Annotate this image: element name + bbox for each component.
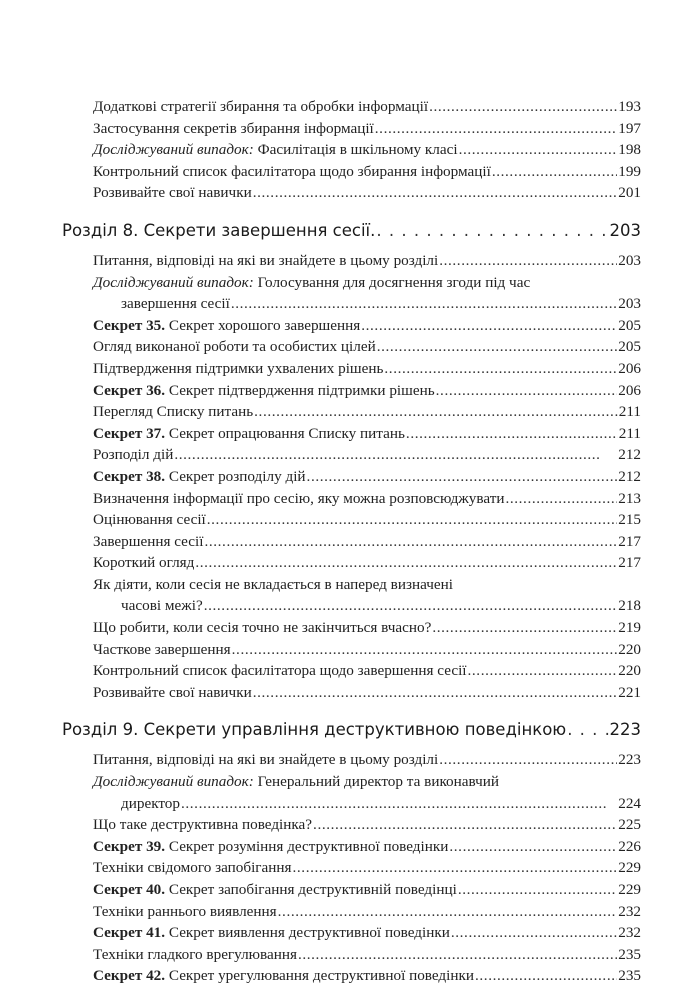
dot-leader [232,639,618,661]
entry-line [93,682,641,704]
toc-entry [93,574,641,617]
toc-entry [93,250,641,272]
dot-leader [293,857,618,879]
page-number: 212 [618,467,641,485]
dot-leader [451,922,617,944]
chapter-heading [62,220,641,242]
entry-line [93,944,641,966]
entry-text [93,250,438,272]
entry-title: Секрет розуміння деструктивної поведінки [165,837,449,855]
entry-text [93,771,499,793]
page-number: 213 [618,489,641,507]
page-number: 211 [618,403,641,421]
entry-text [93,466,306,488]
entry-line [93,444,641,466]
entry-title: Що робити, коли сесія точно не закінчиться вчасно? [93,619,432,637]
dot-leader [174,444,617,466]
dot-leader [375,118,617,140]
dot-leader [492,161,617,183]
toc-entry [93,922,641,944]
entry-title-continuation: директор [121,794,180,812]
page-number: 203 [618,295,641,313]
dot-leader [459,139,618,161]
dot-leader [436,380,618,402]
entry-text [93,272,530,294]
entry-line [93,401,641,423]
entry-title: Визначення інформації про сесію, яку можна розповсюджувати [93,489,505,507]
toc-entry [93,552,641,574]
page-number: 232 [618,924,641,942]
toc-entry [93,272,641,315]
entry-title: Огляд виконаної роботи та особистих цілей [93,338,376,356]
entry-title: Додаткові стратегії збирання та обробки інформації [93,98,429,115]
entry-line [93,771,641,793]
entry-title: Секрет опрацювання Списку питань [165,424,405,442]
page-number: 215 [618,511,641,529]
toc-entry [93,466,641,488]
entry-text [93,531,203,553]
entry-line [93,423,641,445]
dot-leader [505,488,617,510]
entry-title-continuation: часові межі? [121,597,203,615]
entry-line [93,118,641,140]
dot-leader [195,552,617,574]
entry-title: Фасилітація в шкільному класі [253,141,458,159]
entry-text [93,660,467,682]
dot-leader [207,509,617,531]
toc-entry [93,771,641,814]
secret-label: Секрет 39. [93,837,166,855]
entry-title: Що таке деструктивна поведінка? [93,816,313,834]
toc-entry [93,380,641,402]
entry-text [93,139,458,161]
dot-leader [468,660,618,682]
toc-entry [93,444,641,466]
page-number: 229 [618,881,641,898]
entry-continuation-line [93,293,641,315]
toc-entry [93,749,641,771]
entry-line [93,336,641,358]
entry-line [93,531,641,553]
entry-text [93,639,231,661]
page-number: 205 [618,316,641,334]
entry-line [93,617,641,639]
chapter-line [62,719,641,741]
chapter-line [62,220,641,242]
entry-title: Техніки раннього виявлення [93,902,277,920]
entry-title: Оцінювання сесії [93,511,206,529]
entry-text [93,423,405,445]
entry-title: Техніки гладкого врегулювання [93,945,297,963]
entry-text [93,444,173,466]
page-number: 197 [618,119,641,137]
toc-entry [93,682,641,704]
entry-text [93,574,453,596]
toc-entry [93,336,641,358]
case-study-label: Досліджуваний випадок: [93,773,254,791]
page-number: 211 [618,424,641,442]
page-number: 218 [618,597,641,615]
entry-text [93,901,277,923]
entry-line [93,250,641,272]
dot-leader [254,401,618,423]
entry-text [93,315,360,337]
entry-line [93,857,641,879]
entry-text [93,879,457,901]
page-number: 221 [618,683,641,701]
entry-line [93,466,641,488]
page-number: 205 [618,338,641,356]
toc-entry [93,617,641,639]
page-number: 212 [618,446,641,464]
toc-entry [93,660,641,682]
dot-leader [313,814,617,836]
page-number: 224 [618,794,641,812]
entry-text [93,682,252,704]
entry-line [93,380,641,402]
page-number: 201 [618,184,641,202]
toc-entry [93,531,641,553]
chapter-title: Розділ 9. Секрети управління деструктивною поведінкою [62,720,567,740]
entry-title-continuation: завершення сесії [121,295,230,313]
toc-entry [93,358,641,380]
entry-line [93,509,641,531]
dot-leader [204,595,618,617]
entry-text [93,749,438,771]
dot-leader [253,182,618,204]
page-number: 225 [618,816,641,834]
page-number: 217 [618,532,641,550]
page-number: 206 [618,359,641,377]
entry-title: Секрет виявлення деструктивної поведінки [165,924,450,942]
dot-leader [406,423,618,445]
entry-title: Секрет розподілу дій [165,467,306,485]
secret-label: Секрет 38. [93,467,166,485]
chapter-title: Розділ 8. Секрети завершення сесії. [62,220,376,240]
entry-title: Розвивайте свої навички [93,683,252,701]
entry-title: Голосування для досягнення згоди під час [253,273,531,291]
dot-leader [231,293,617,315]
entry-line [93,879,641,901]
entry-continuation-line [93,595,641,617]
entry-title: Контрольний список фасилітатора щодо завершення сесії [93,662,467,680]
entry-title: Розподіл дій [93,446,174,464]
entry-text [93,922,450,944]
entry-title: Питання, відповіді на які ви знайдете в цьому розділі [93,751,439,769]
toc-entry [93,96,641,118]
dot-leader [439,250,617,272]
entry-line [93,574,641,596]
toc-entry [93,944,641,966]
toc-entry [93,857,641,879]
toc-entry [93,118,641,140]
dot-leader [439,749,617,771]
entry-line [93,965,641,987]
secret-label: Секрет 42. [93,967,166,985]
dot-leader [204,531,617,553]
entry-title: Підтвердження підтримки ухвалених рішень [93,359,384,377]
toc-entry [93,315,641,337]
secret-label: Секрет 36. [93,381,166,399]
toc-entry [93,639,641,661]
case-study-label: Досліджуваний випадок: [93,141,254,159]
entry-text [93,965,474,987]
chapter-page-number: 203 [609,220,641,240]
entry-text [93,552,194,574]
entry-text [93,401,253,423]
secret-label: Секрет 41. [93,924,166,942]
page-number: 226 [618,837,641,855]
toc-entry [93,423,641,445]
toc-entry [93,879,641,901]
case-study-label: Досліджуваний випадок: [93,273,254,291]
entry-title: Секрет хорошого завершення [165,316,361,334]
page-number: 217 [618,554,641,572]
entry-title: Застосування секретів збирання інформації [93,119,374,137]
entry-line [93,814,641,836]
dot-leader [449,836,617,858]
dot-leader [376,220,608,242]
chapter-heading [62,719,641,741]
entry-text [93,488,504,510]
table-of-contents [0,96,695,987]
page-number: 235 [618,945,641,963]
dot-leader [432,617,617,639]
page-number: 229 [618,859,641,877]
entry-title: Перегляд Списку питань [93,403,254,421]
entry-title: Як діяти, коли сесія не вкладається в наперед визначені [93,575,453,593]
toc-entry [93,836,641,858]
entry-line [93,922,641,944]
entry-title: Короткий огляд [93,554,195,572]
entry-line [93,182,641,204]
entry-text [93,814,312,836]
toc-entry [93,161,641,183]
entry-line [93,488,641,510]
page-number: 223 [618,751,641,769]
toc-entry [93,139,641,161]
entry-continuation-line [93,793,641,815]
toc-entry [93,965,641,987]
entry-text [93,836,448,858]
entry-line [93,272,641,294]
page-number: 235 [618,967,641,985]
entry-title: Секрет підтвердження підтримки рішень [165,381,435,399]
dot-leader [253,682,618,704]
entry-line [93,836,641,858]
dot-leader [458,879,617,901]
entry-title: Секрет урегулювання деструктивної поведінки [165,967,475,985]
entry-line [93,660,641,682]
entry-title: Питання, відповіді на які ви знайдете в цьому розділі [93,251,439,269]
entry-line [93,552,641,574]
entry-text [93,161,491,183]
page-number: 219 [618,619,641,637]
entry-title: Генеральний директор та виконавчий [253,773,499,791]
entry-text [93,617,431,639]
entry-text [93,336,376,358]
entry-line [93,139,641,161]
dot-leader [384,358,617,380]
secret-label: Секрет 35. [93,316,166,334]
entry-line [93,96,641,118]
entry-title: Техніки свідомого запобігання [93,859,292,877]
entry-title: Розвивайте свої навички [93,184,252,202]
page-number: 220 [618,640,641,658]
secret-label: Секрет 40. [93,881,166,898]
dot-leader [429,96,617,118]
toc-entry [93,509,641,531]
entry-line [93,358,641,380]
dot-leader [181,793,617,815]
toc-entry [93,401,641,423]
entry-text [93,509,206,531]
entry-line [93,901,641,923]
dot-leader [278,901,618,923]
dot-leader [307,466,618,488]
page-number: 220 [618,662,641,680]
toc-entry [93,488,641,510]
dot-leader [361,315,617,337]
entry-text [93,96,428,118]
toc-entry [93,814,641,836]
entry-title: Часткове завершення [93,640,231,658]
entry-title: Секрет запобігання деструктивній поведінці [165,881,457,898]
entry-text [93,857,292,879]
entry-text [93,182,252,204]
toc-entry [93,901,641,923]
entry-line [93,315,641,337]
dot-leader [475,965,617,987]
entry-text [93,358,383,380]
page-number: 203 [618,251,641,269]
entry-line [93,639,641,661]
dot-leader [298,944,617,966]
chapter-page-number: 223 [609,720,641,740]
entry-title: Контрольний список фасилітатора щодо збирання інформації [93,162,491,180]
secret-label: Секрет 37. [93,424,166,442]
page-number: 198 [618,141,641,159]
entry-title: Завершення сесії [93,532,204,550]
page-number: 199 [618,162,641,180]
page-number: 232 [618,902,641,920]
page-number: 206 [618,381,641,399]
dot-leader [567,719,608,741]
entry-line [93,749,641,771]
entry-text [93,118,374,140]
entry-text [93,380,435,402]
page-number: 193 [618,98,641,115]
dot-leader [377,336,618,358]
entry-text [93,944,297,966]
entry-line [93,161,641,183]
toc-entry [93,182,641,204]
